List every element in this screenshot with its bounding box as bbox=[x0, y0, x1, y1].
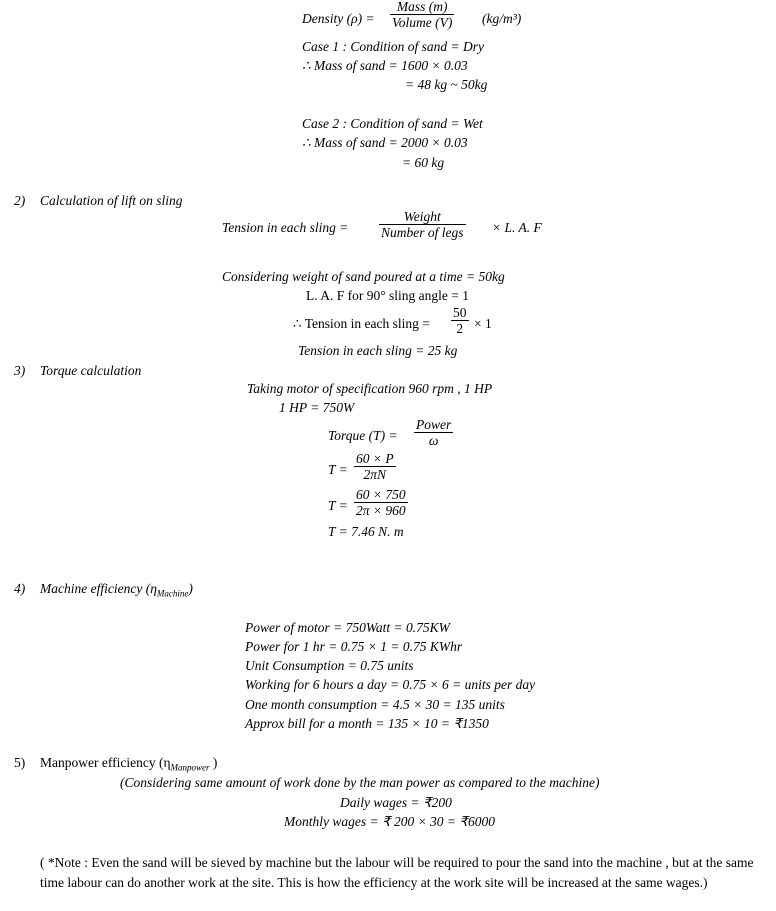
case2-line2: = 60 kg bbox=[402, 155, 445, 170]
sec3-t1-fraction bbox=[354, 451, 396, 483]
sec4-heading-text: Machine efficiency (η bbox=[40, 581, 157, 596]
sec2-result: Tension in each sling = 25 kg bbox=[298, 343, 458, 358]
sec3-torque-fraction bbox=[414, 417, 453, 449]
sec2-tension-rhs: × L. A. F bbox=[492, 220, 542, 235]
sec3-torque-lhs: Torque (T) = bbox=[328, 428, 398, 443]
sec4-heading-close: ) bbox=[188, 581, 193, 596]
sec3-t1-lhs: T = bbox=[328, 462, 348, 477]
sec4-line-0: Power of motor = 750Watt = 0.75KW bbox=[245, 620, 450, 635]
sec3-heading: Torque calculation bbox=[40, 363, 142, 378]
sec5-heading-close: ) bbox=[209, 755, 218, 770]
case2-line1: ∴ Mass of sand = 2000 × 0.03 bbox=[302, 135, 468, 150]
sec4-heading bbox=[40, 581, 193, 602]
sec3-t1-numerator: 60 × P bbox=[356, 451, 394, 466]
case1-title: Case 1 : Condition of sand = Dry bbox=[302, 39, 484, 54]
sec2-tension-denominator: Number of legs bbox=[381, 225, 464, 240]
density-fraction bbox=[390, 0, 454, 31]
density-denominator: Volume (V) bbox=[392, 15, 453, 30]
sec3-hp: 1 HP = 750W bbox=[279, 400, 355, 415]
sec5-heading bbox=[40, 755, 217, 776]
sec4-line-2: Unit Consumption = 0.75 units bbox=[245, 658, 414, 673]
sec4-line-3: Working for 6 hours a day = 0.75 × 6 = units per day bbox=[245, 677, 536, 692]
sec4-line-4: One month consumption = 4.5 × 30 = 135 units bbox=[245, 697, 505, 712]
sec3-result: T = 7.46 N. m bbox=[328, 524, 404, 539]
sec2-tension2-rhs: × 1 bbox=[474, 316, 492, 331]
sec4-heading-subscript: Machine bbox=[156, 588, 189, 599]
sec3-t1-denominator: 2πN bbox=[354, 466, 396, 483]
sec3-t2-lhs: T = bbox=[328, 498, 348, 513]
sec5-daily: Daily wages = ₹200 bbox=[340, 795, 452, 810]
sec3-number: 3) bbox=[14, 363, 26, 378]
case2-title: Case 2 : Condition of sand = Wet bbox=[302, 116, 483, 131]
sec4-line-5: Approx bill for a month = 135 × 10 = ₹1350 bbox=[245, 716, 489, 731]
sec3-motor: Taking motor of specification 960 rpm , 1 HP bbox=[247, 381, 493, 396]
footnote: ( *Note : Even the sand will be sieved by machine but the labour will be required to pour the sand into the machine , but at the same time labour can do another work at the site. This is how the efficiency at the work site will be increased at the same wages.) bbox=[40, 855, 754, 890]
sec5-heading-text: Manpower efficiency (η bbox=[40, 755, 171, 770]
sec2-tension2-lhs: ∴ Tension in each sling = bbox=[293, 316, 430, 331]
sec2-tension2-denominator: 2 bbox=[451, 320, 469, 337]
sec2-tension-numerator: Weight bbox=[403, 209, 441, 224]
sec2-tension2-fraction bbox=[451, 305, 469, 337]
case1-line2: = 48 kg ~ 50kg bbox=[405, 77, 488, 92]
sec5-monthly: Monthly wages = ₹ 200 × 30 = ₹6000 bbox=[284, 814, 495, 829]
density-numerator: Mass (m) bbox=[396, 0, 448, 14]
sec4-number: 4) bbox=[14, 581, 26, 596]
sec3-torque-denominator: ω bbox=[414, 432, 453, 449]
sec2-tension-lhs: Tension in each sling = bbox=[222, 220, 349, 235]
sec3-torque-numerator: Power bbox=[416, 417, 452, 432]
density-unit: (kg/m³) bbox=[482, 11, 522, 26]
case1-line1: ∴ Mass of sand = 1600 × 0.03 bbox=[302, 58, 468, 73]
sec5-heading-subscript: Manpower bbox=[170, 762, 210, 773]
sec3-t2-denominator: 2π × 960 bbox=[356, 503, 406, 518]
sec2-tension2-numerator: 50 bbox=[453, 305, 467, 320]
sec3-t2-fraction bbox=[354, 487, 408, 519]
sec2-considering: Considering weight of sand poured at a time = 50kg bbox=[222, 269, 505, 284]
sec2-tension-fraction bbox=[379, 209, 466, 241]
sec2-number: 2) bbox=[14, 193, 26, 208]
sec2-laf: L. A. F for 90° sling angle = 1 bbox=[306, 288, 470, 303]
sec2-heading: Calculation of lift on sling bbox=[40, 193, 183, 208]
sec5-number: 5) bbox=[14, 755, 26, 770]
sec4-line-1: Power for 1 hr = 0.75 × 1 = 0.75 KWhr bbox=[245, 639, 463, 654]
sec5-considering: (Considering same amount of work done by the man power as compared to the machine) bbox=[120, 775, 600, 790]
density-lhs: Density (ρ) = bbox=[302, 11, 375, 26]
sec3-t2-numerator: 60 × 750 bbox=[356, 487, 406, 502]
